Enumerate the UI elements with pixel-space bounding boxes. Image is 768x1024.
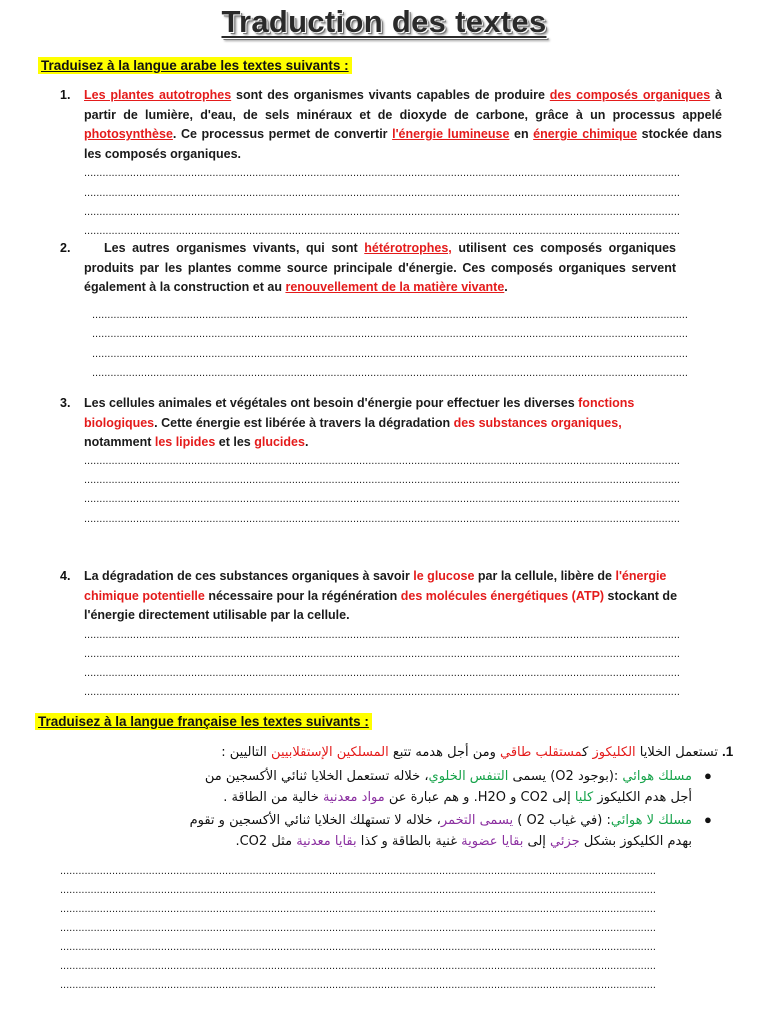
highlighted-term: Les plantes autotrophes xyxy=(84,88,232,102)
highlighted-term: بقايا عضوية xyxy=(461,834,524,849)
answer-line[interactable]: ................................................................................................................................................................................................... xyxy=(60,903,656,915)
highlighted-term: مسلك هوائي xyxy=(622,769,692,784)
answer-line[interactable]: ................................................................................................................................................................................................... xyxy=(92,328,688,340)
answer-line[interactable]: ................................................................................................................................................................................................... xyxy=(84,187,680,199)
item-4-text xyxy=(84,567,724,626)
highlighted-term: glucides xyxy=(254,435,305,449)
answer-line[interactable]: ................................................................................................................................................................................................... xyxy=(92,309,688,321)
answer-line[interactable]: ................................................................................................................................................................................................... xyxy=(84,513,680,525)
highlighted-term: des molécules énergétiques (ATP) xyxy=(400,588,605,603)
text-segment: La dégradation de ces substances organiques à savoir xyxy=(84,569,414,583)
highlighted-term: مستقلب طاقي xyxy=(500,745,583,760)
text-segment: إلى xyxy=(523,834,551,849)
answer-line[interactable]: ................................................................................................................................................................................................... xyxy=(84,167,680,179)
highlighted-term: مسلك لا هوائي xyxy=(610,813,692,828)
text-segment: . Cette énergie est libérée à travers la dégradation xyxy=(154,415,454,430)
text-segment: تستعمل الخلايا xyxy=(635,745,718,760)
bullet-1-marker: ● xyxy=(704,768,712,783)
answer-line[interactable]: ................................................................................................................................................................................................... xyxy=(60,922,656,934)
highlighted-term: مواد معدنية xyxy=(322,790,385,805)
section2-intro xyxy=(150,742,718,763)
section2-number: .1 xyxy=(722,744,734,759)
text-segment: إلى CO2 و H2O. و هم عبارة عن xyxy=(384,790,575,805)
text-segment: nécessaire pour la régénération xyxy=(204,588,401,603)
text-segment: à partir de lumière, d'eau, de sels minéraux et de dioxyde de carbone, grâce à un processus appelé xyxy=(84,88,722,122)
highlighted-term: énergie chimique xyxy=(533,127,638,141)
text-segment: Les cellules animales et végétales ont besoin d'énergie pour effectuer les diverses xyxy=(84,396,579,410)
item-3-number: 3. xyxy=(60,396,71,410)
answer-line[interactable]: ................................................................................................................................................................................................... xyxy=(84,648,680,660)
text-segment: stockant de l'énergie directement utilisable par la cellule. xyxy=(84,588,678,622)
answer-line[interactable]: ................................................................................................................................................................................................... xyxy=(60,960,656,972)
answer-line[interactable]: ................................................................................................................................................................................................... xyxy=(60,865,656,877)
highlighted-term: hétérotrophes, xyxy=(364,241,452,255)
text-segment: ومن أجل هدمه تتبع xyxy=(388,745,500,760)
answer-line[interactable]: ................................................................................................................................................................................................... xyxy=(84,225,680,237)
text-segment: التاليين : xyxy=(221,745,272,760)
text-segment: . Ce processus permet de convertir xyxy=(172,127,393,141)
text-segment: notamment xyxy=(84,435,155,449)
highlighted-term: les lipides xyxy=(154,435,216,449)
highlighted-term: l'énergie lumineuse xyxy=(392,127,510,141)
text-segment: : (في غياب O2 ) xyxy=(513,813,611,828)
highlighted-term: التنفس الخلوي xyxy=(428,769,509,784)
bullet-2-marker: ● xyxy=(704,812,712,827)
highlighted-term: le glucose xyxy=(413,569,475,583)
text-segment: . xyxy=(504,280,508,294)
answer-line[interactable]: ................................................................................................................................................................................................... xyxy=(60,979,656,991)
item-4-number: 4. xyxy=(60,569,71,583)
highlighted-term: photosynthèse xyxy=(84,127,173,141)
section2-banner: Traduisez à la langue française les textes suivants : xyxy=(35,713,372,730)
text-segment: . xyxy=(304,435,309,449)
text-segment: par la cellule, libère de xyxy=(474,569,616,583)
item-1-text xyxy=(84,86,722,164)
highlighted-term: يسمى التخمر xyxy=(440,813,514,828)
text-segment: ، خلاله تستعمل الخلايا ثنائي الأكسجين من أجل هدم الكليكوز xyxy=(204,769,692,805)
answer-line[interactable]: ................................................................................................................................................................................................... xyxy=(84,206,680,218)
text-segment: stockée dans les composés organiques. xyxy=(84,127,722,161)
text-segment: et les xyxy=(215,435,255,449)
highlighted-term: الكليكوز xyxy=(592,745,636,760)
highlighted-term: des composés organiques xyxy=(549,88,711,102)
highlighted-term: المسلكين الإستقلابيين xyxy=(271,745,389,760)
text-segment: Les autres organismes vivants, qui sont xyxy=(104,241,365,255)
bullet-1-text xyxy=(180,766,692,808)
highlighted-term: des substances organiques, xyxy=(453,415,622,430)
answer-line[interactable]: ................................................................................................................................................................................................... xyxy=(92,348,688,360)
answer-line[interactable]: ................................................................................................................................................................................................... xyxy=(84,474,680,486)
text-segment: مثل CO2. xyxy=(235,834,297,849)
answer-line[interactable]: ................................................................................................................................................................................................... xyxy=(92,367,688,379)
highlighted-term: fonctions biologiques xyxy=(84,396,635,430)
highlighted-term: l'énergie chimique potentielle xyxy=(84,569,667,603)
highlighted-term: جزئي xyxy=(550,834,580,849)
answer-line[interactable]: ................................................................................................................................................................................................... xyxy=(84,493,680,505)
item-1-number: 1. xyxy=(60,88,71,102)
answer-line[interactable]: ................................................................................................................................................................................................... xyxy=(60,884,656,896)
answer-line[interactable]: ................................................................................................................................................................................................... xyxy=(84,686,680,698)
item-3-text xyxy=(84,394,684,453)
item-2-text xyxy=(84,239,676,298)
text-segment: utilisent ces composés organiques produits par les plantes comme source principale d'énergie. Ces composés organiques servent également à la construction et au xyxy=(84,241,676,294)
text-segment: en xyxy=(509,127,534,141)
item-2-number: 2. xyxy=(60,241,71,255)
text-segment: :(بوجود O2) يسمى xyxy=(508,769,623,784)
answer-line[interactable]: ................................................................................................................................................................................................... xyxy=(84,667,680,679)
text-segment: خالية من الطاقة . xyxy=(223,790,323,805)
bullet-2-text xyxy=(180,810,692,852)
highlighted-term: كليا xyxy=(574,790,594,805)
answer-line[interactable]: ................................................................................................................................................................................................... xyxy=(84,629,680,641)
text-segment: sont des organismes vivants capables de produire xyxy=(231,88,550,102)
page-title: Traduction des textes xyxy=(221,4,547,39)
highlighted-term: بقايا معدنية xyxy=(296,834,357,849)
highlighted-term: renouvellement de la matière vivante xyxy=(285,280,505,294)
answer-line[interactable]: ................................................................................................................................................................................................... xyxy=(60,941,656,953)
section1-banner: Traduisez à la langue arabe les textes suivants : xyxy=(38,57,352,74)
text-segment: ، خلاله لا تستهلك الخلايا ثنائي الأكسجين و تقوم بهدم الكليكوز بشكل xyxy=(189,813,692,849)
text-segment: غنية بالطاقة و كذا xyxy=(356,834,462,849)
text-segment: ك xyxy=(582,745,593,760)
answer-line[interactable]: ................................................................................................................................................................................................... xyxy=(84,455,680,467)
